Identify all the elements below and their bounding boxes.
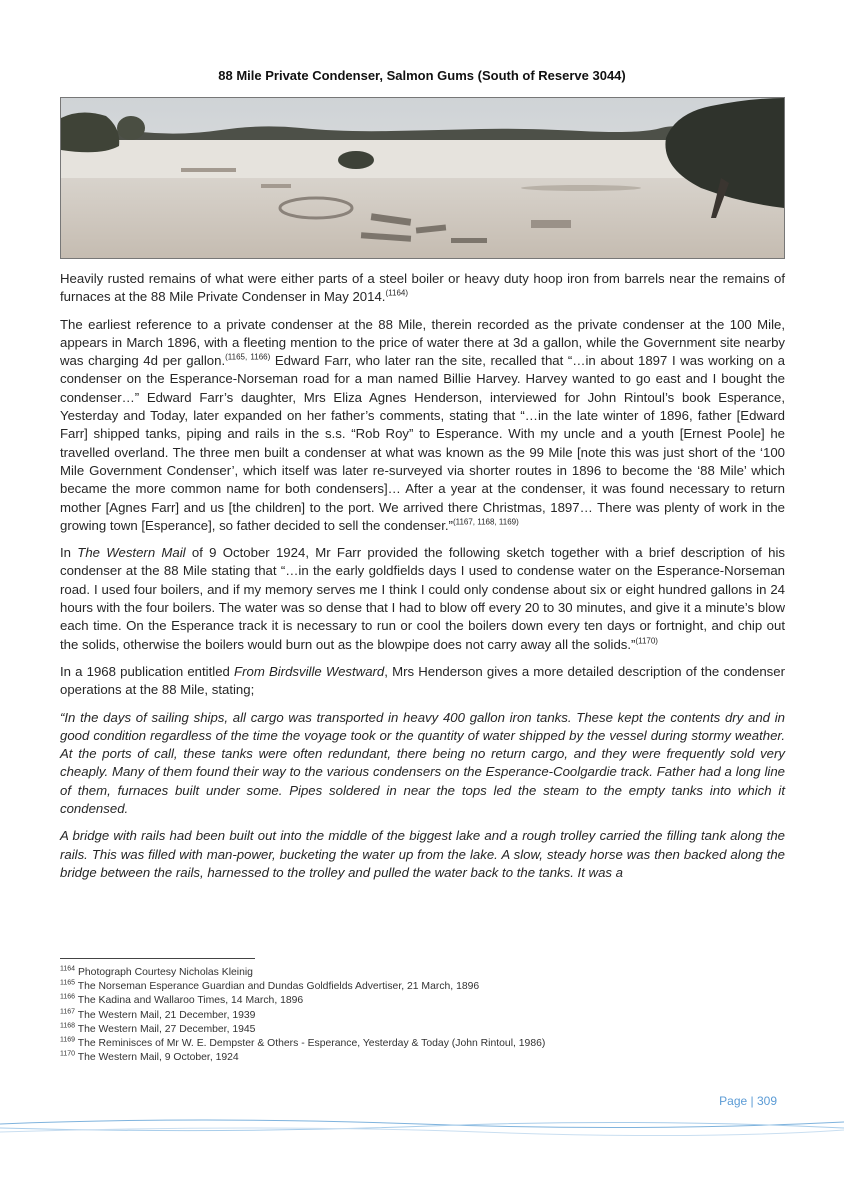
footnote — [60, 1009, 760, 1023]
paragraph-text: In a 1968 publication entitled — [60, 663, 235, 679]
article-body — [60, 270, 785, 891]
footnote — [60, 994, 760, 1008]
paragraph — [60, 544, 785, 654]
salt-lake-landscape-image — [61, 98, 784, 258]
footnote-text: Photograph Courtesy Nicholas Kleinig — [77, 967, 253, 978]
caption-text: Heavily rusted remains of what were either parts of a steel boiler or heavy duty hoop iron from barrels near the remains of furnaces at the 88 Mile Private Condenser in May 2014. — [60, 271, 785, 305]
paragraph-text: , Mrs Henderson gives a more detailed description of the condenser operations at the 88 Mile, stating; — [60, 663, 786, 698]
footnotes — [60, 966, 760, 1065]
footnote-ref: (1170) — [635, 636, 658, 646]
footnote-ref: (1165, 1166) — [225, 352, 271, 362]
footnote-number: 1165 — [60, 979, 76, 987]
footnote-number: 1164 — [60, 965, 76, 973]
footnote-text: The Norseman Esperance Guardian and Dundas Goldfields Advertiser, 21 March, 1896 — [77, 981, 480, 993]
paragraph-text: Edward Farr, who later ran the site, recalled that “…in about 1897 I was working on a condenser on the Esperance-Norseman road for a man named Billie Harvey. Harvey wanted to go east and I bought the condenser…” Edward Farr’s daughter, Mrs Eliza Agnes Henderson, interviewed for John Rintoul’s book Esperance, Yesterday and Today, later expanded on her father’s comments, stating that “…in the late winter of 1896, father [Edward Farr] shipped tanks, piping and rails in the s.s. “Rob Roy” to Esperance. With my uncle and a youth [Ernest Poole] he travelled overland. The three men built a condenser at what was known as the 99 Mile [note this was just short of the ‘100 Mile Government Condenser’, which itself was later re-surveyed via shorter routes in 1896 to become the ‘88 Mile’ which became the more common name for both condensers]… After a year at the condenser, it was found necessary to return mother [Agnes Farr] and us [the children] to the port. We arrived there Christmas, 1897… There was plenty of work in the growing town [Esperance], so father decided to sell the condenser.” — [60, 353, 785, 533]
publication-title: From Birdsville Westward — [234, 663, 385, 679]
footnote-text: The Western Mail, 27 December, 1945 — [77, 1023, 256, 1035]
footnote-number: 1168 — [60, 1022, 76, 1030]
footnote-text: The Reminisces of Mr W. E. Dempster & Others - Esperance, Yesterday & Today (John Rintoul, 1986) — [77, 1038, 546, 1050]
footnote-text: The Kadina and Wallaroo Times, 14 March, 1896 — [77, 995, 304, 1007]
paragraph-text: The earliest reference to a private condenser at the 88 Mile, therein recorded as the private condenser at the 100 Mile, appears in March 1896, with a fleeting mention to the price of water there at 3d a gallon, while the Government site nearby was charging 4d per gallon. — [60, 316, 785, 369]
page-number: Page | 309 — [719, 1094, 777, 1108]
footnote — [60, 1037, 760, 1051]
paragraph — [60, 663, 785, 700]
footnote-number: 1166 — [60, 993, 76, 1001]
footnote — [60, 966, 760, 980]
footnote — [60, 1051, 760, 1065]
paragraph — [60, 316, 785, 536]
footnote-ref: (1167, 1168, 1169) — [452, 517, 519, 527]
footnote-text: The Western Mail, 9 October, 1924 — [77, 1052, 239, 1064]
paragraph-text: of 9 October 1924, Mr Farr provided the following sketch together with a brief description of his condenser at the 88 Mile stating that “…in the early goldfields days I used to condense water on the Esperance-Norseman road. I used four boilers, and if my memory serves me I think I could only condense about six or eight hundred gallons in 24 hours with the four boilers. The water was so dense that I had to blow off every 20 to 30 minutes, and give it a minute’s blow each time. On the Esperance track it is necessary to run or cool the boilers down every ten days or fortnight, and chip out the solids, otherwise the boilers would burn out as the blowpipe does not carry away all the solids.” — [60, 545, 785, 652]
footnote-text: The Western Mail, 21 December, 1939 — [77, 1009, 256, 1021]
block-quote: “In the days of sailing ships, all cargo was transported in heavy 400 gallon iron tanks. These kept the contents dry and in good condition regardless of the time the voyage took or the quantity of water shipped by the vessel during stormy weather. At the ports of call, these tanks were often redundant, there being no return cargo, and they were frequently sold very cheaply. Many of them found their way to the various condensers on the Esperance-Coolgardie track. Father had a long line of them, furnaces built under some. Pipes soldered in near the tops led the steam to the empty tanks into which it condensed. — [60, 709, 785, 817]
page-title: 88 Mile Private Condenser, Salmon Gums (South of Reserve 3044) — [218, 68, 626, 83]
footnote — [60, 980, 760, 994]
publication-title: The Western Mail — [77, 545, 186, 561]
footer-wave-decoration — [0, 1110, 844, 1150]
footnote-ref: (1164) — [385, 288, 409, 298]
footnote-divider — [60, 958, 255, 959]
footnote — [60, 1023, 760, 1037]
footnote-number: 1170 — [60, 1050, 76, 1058]
salt-lake-photo — [60, 97, 785, 259]
block-quote: A bridge with rails had been built out into the middle of the biggest lake and a rough trolley carried the filling tank along the rails. This was filled with man-power, bucketing the water up from the lake. A slow, steady horse was then backed along the bridge between the rails, harnessed to the trolley and pulled the water back to the tanks. It was a — [60, 828, 785, 880]
photo-caption — [60, 270, 785, 307]
footnote-number: 1167 — [60, 1008, 76, 1016]
footnote-number: 1169 — [60, 1036, 76, 1044]
paragraph-text: In — [60, 545, 78, 561]
